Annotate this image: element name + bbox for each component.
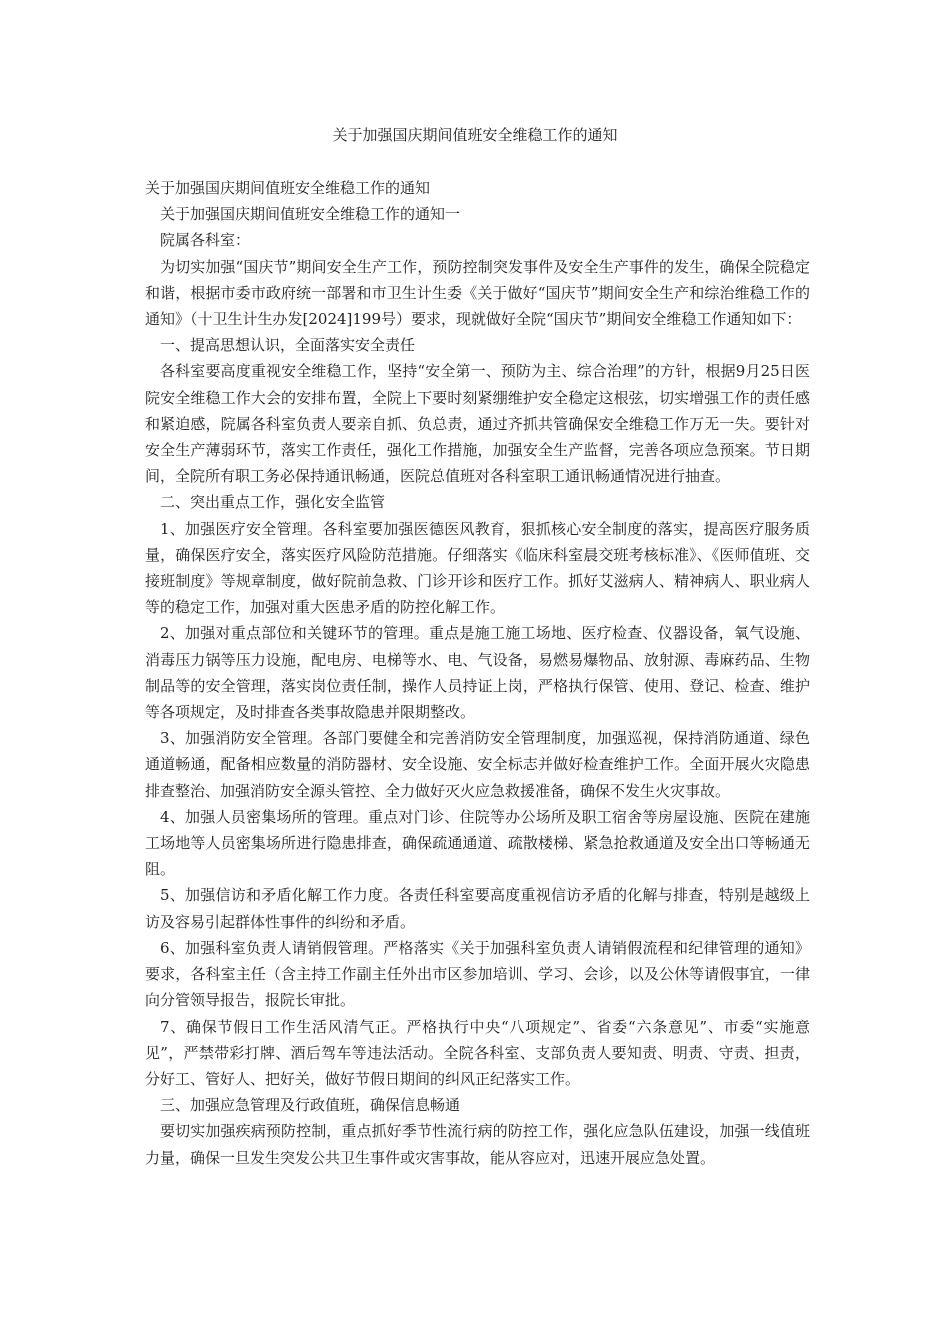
paragraph: 2、加强对重点部位和关键环节的管理。重点是施工施工场地、医疗检查、仪器设备，氧气设施、消毒压力锅等压力设施，配电房、电梯等水、电、气设备，易燃易爆物品、放射源、毒麻药品、生物制品等的安全管理，落实岗位责任制，操作人员持证上岗，严格执行保管、使用、登记、检查、维护等各项规定，及时排查各类事故隐患并限期整改。 <box>145 624 810 722</box>
section-heading: 二、突出重点工作，强化安全监管 <box>160 493 386 512</box>
document-body <box>145 175 810 1171</box>
section-heading: 三、加强应急管理及行政值班，确保信息畅通 <box>160 1096 461 1115</box>
paragraph: 院属各科室： <box>160 231 251 250</box>
paragraph: 要切实加强疾病预防控制，重点抓好季节性流行病的防控工作，强化应急队伍建设，加强一线值班力量，确保一旦发生突发公共卫生事件或灾害事故，能从容应对，迅速开展应急处置。 <box>145 1122 810 1167</box>
paragraph: 4、加强人员密集场所的管理。重点对门诊、住院等办公场所及职工宿舍等房屋设施、医院在建施工场地等人员密集场所进行隐患排查，确保疏通通道、疏散楼梯、紧急抢救通道及安全出口等畅通无阻。 <box>145 807 810 879</box>
paragraph: 5、加强信访和矛盾化解工作力度。各责任科室要高度重视信访矛盾的化解与排查，特别是越级上访及容易引起群体性事件的纠纷和矛盾。 <box>145 886 810 931</box>
paragraph: 3、加强消防安全管理。各部门要健全和完善消防安全管理制度，加强巡视，保持消防通道、绿色通道畅通，配备相应数量的消防器材、安全设施、安全标志并做好检查维护工作。全面开展火灾隐患排查整治、加强消防安全源头管控、全力做好灭火应急救援准备，确保不发生火灾事故。 <box>145 729 810 800</box>
paragraph: 1、加强医疗安全管理。各科室要加强医德医风教育，狠抓核心安全制度的落实，提高医疗服务质量，确保医疗安全，落实医疗风险防范措施。仔细落实《临床科室晨交班考核标准》、《医师值班、交接班制度》等规章制度，做好院前急救、门诊开诊和医疗工作。抓好艾滋病人、精神病人、职业病人等的稳定工作，加强对重大医患矛盾的防控化解工作。 <box>145 519 810 617</box>
paragraph: 7、确保节假日工作生活风清气正。严格执行中央“八项规定”、省委“六条意见”、市委“实施意见”，严禁带彩打牌、酒后驾车等违法活动。全院各科室、支部负责人要知责、明责、守责、担责，分好工、管好人、把好关，做好节假日期间的纠风正纪落实工作。 <box>145 1017 810 1088</box>
section-heading: 一、提高思想认识，全面落实安全责任 <box>160 336 416 355</box>
paragraph: 各科室要高度重视安全维稳工作，坚持“安全第一、预防为主、综合治理”的方针，根据9月25日医院安全维稳工作大会的安排布置，全院上下要时刻紧绷维护安全稳定这根弦，切实增强工作的责任感和紧迫感，院属各科室负责人要亲自抓、负总责，通过齐抓共管确保安全维稳工作万无一失。要针对安全生产薄弱环节，落实工作责任，强化工作措施，加强安全生产监督，完善各项应急预案。节日期间，全院所有职工务必保持通讯畅通，医院总值班对各科室职工通讯畅通情况进行抽查。 <box>145 362 810 486</box>
paragraph: 为切实加强“国庆节”期间安全生产工作，预防控制突发事件及安全生产事件的发生，确保全院稳定和谐，根据市委市政府统一部署和市卫生计生委《关于做好“国庆节”期间安全生产和综治维稳工作的通知》（十卫生计生办发[2024]199号）要求，现就做好全院“国庆节”期间安全维稳工作通知如下： <box>145 257 810 329</box>
paragraph: 关于加强国庆期间值班安全维稳工作的通知 <box>145 179 431 197</box>
paragraph: 关于加强国庆期间值班安全维稳工作的通知一 <box>160 205 461 224</box>
document-title: 关于加强国庆期间值班安全维稳工作的通知 <box>332 126 618 144</box>
paragraph: 6、加强科室负责人请销假管理。严格落实《关于加强科室负责人请销假流程和纪律管理的通知》要求，各科室主任（含主持工作副主任外出市区参加培训、学习、会诊，以及公休等请假事宜，一律向分管领导报告，报院长审批。 <box>145 938 810 1010</box>
